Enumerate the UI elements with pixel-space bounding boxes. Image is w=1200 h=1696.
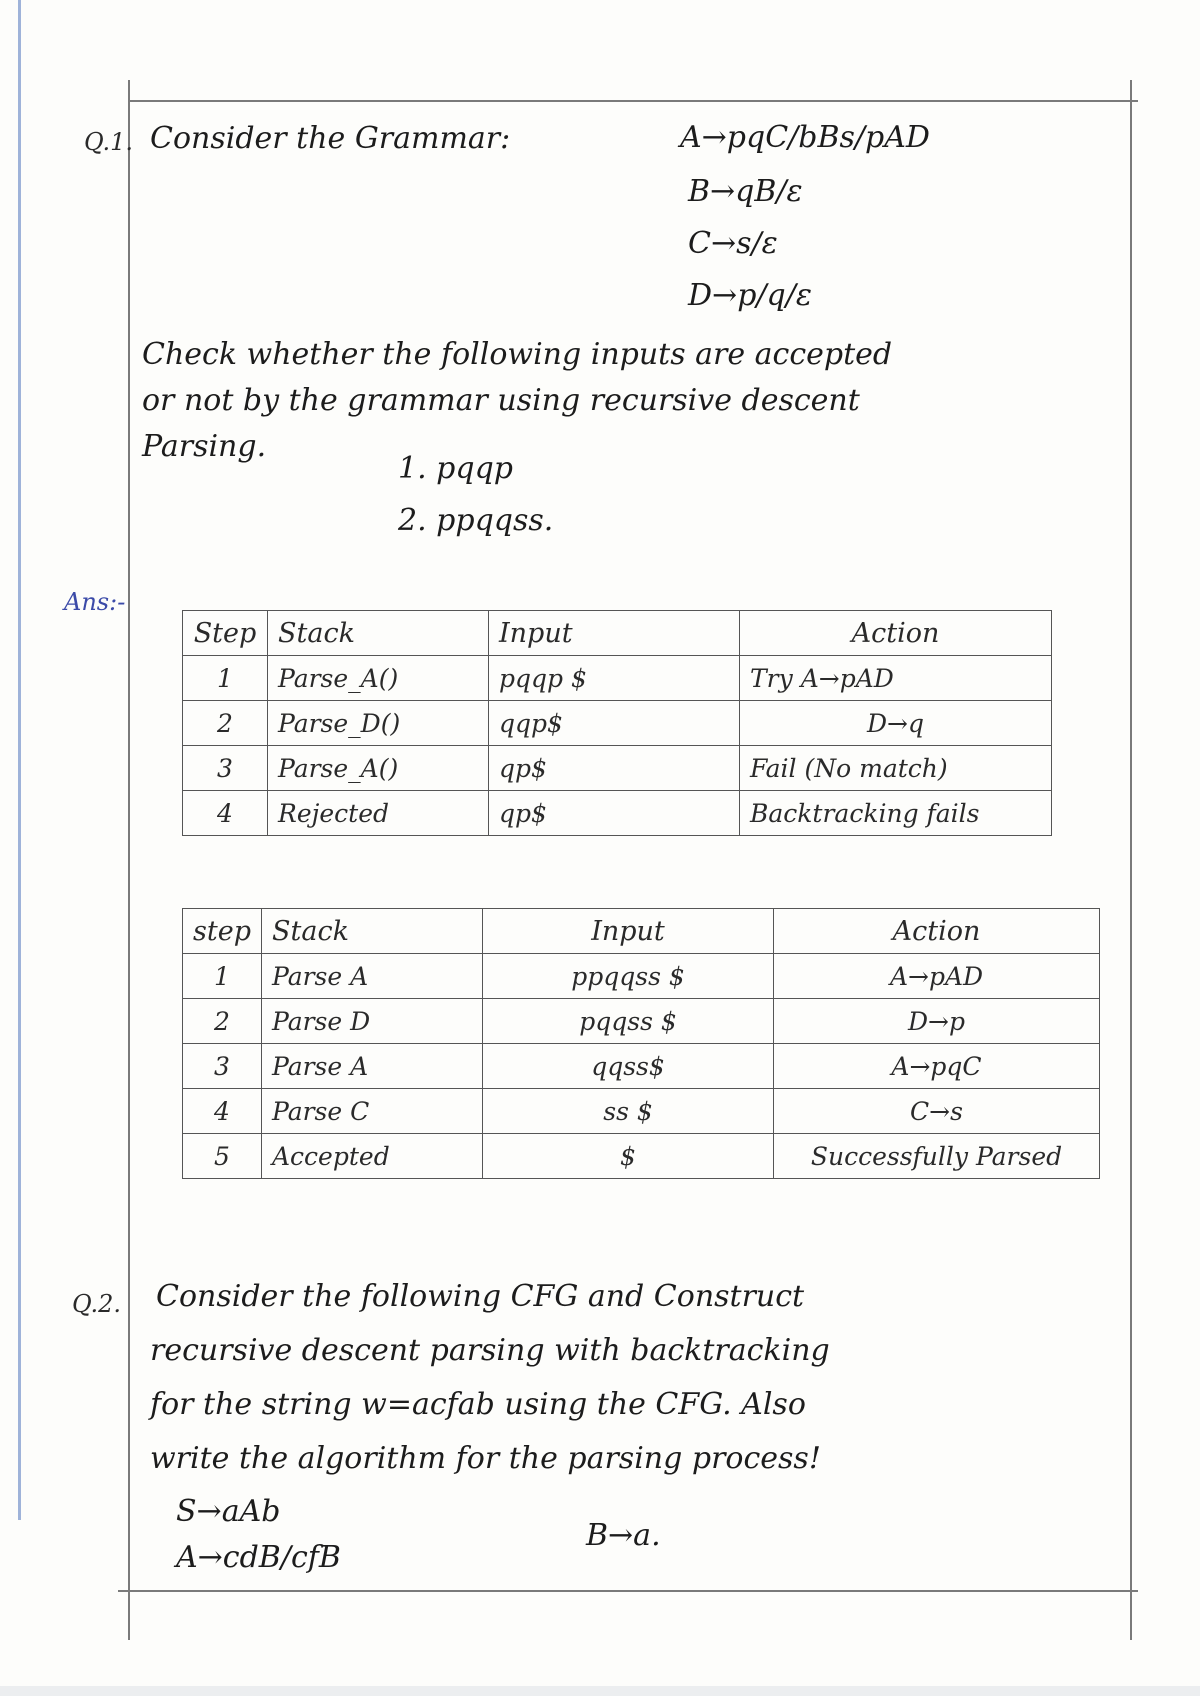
input-cell: qqp$ [489,701,740,746]
grammar-rule-a: A→pqC/bBs/pAD [680,120,930,155]
step-cell: 1 [183,954,262,999]
input-cell: qp$ [489,791,740,836]
q2-line-2: recursive descent parsing with backtracking [150,1333,830,1368]
table-row [183,999,1100,1044]
parse-table-2 [182,908,1100,1179]
table-row [183,791,1052,836]
action-cell: Backtracking fails [740,791,1052,836]
action-cell: A→pAD [774,954,1100,999]
table-row [183,954,1100,999]
column-header: Input [489,611,740,656]
column-header: Stack [262,909,483,954]
q1-question-line-2: or not by the grammar using recursive descent [142,383,860,418]
step-cell: 5 [183,1134,262,1179]
step-cell: 3 [183,746,268,791]
top-rule [128,100,1138,102]
bottom-rule [118,1590,1138,1592]
q1-question-line-3: Parsing. [142,429,267,464]
step-cell: 1 [183,656,268,701]
input-cell: ss $ [483,1089,774,1134]
step-cell: 3 [183,1044,262,1089]
q1-input-1: 1. pqqp [398,451,513,486]
right-margin-rule [1130,80,1132,1640]
step-cell: 2 [183,999,262,1044]
table-row [183,1044,1100,1089]
column-header: Input [483,909,774,954]
stack-cell: Parse A [262,1044,483,1089]
scan-bottom-edge [0,1686,1200,1696]
column-header: Step [183,611,268,656]
action-cell: D→q [740,701,1052,746]
action-cell: Successfully Parsed [774,1134,1100,1179]
action-cell: A→pqC [774,1044,1100,1089]
column-header: Stack [268,611,489,656]
table-row [183,1089,1100,1134]
grammar-rule-b: B→qB/ε [688,174,803,209]
q2-rule-a: A→cdB/cfB [176,1540,341,1575]
action-cell: Try A→pAD [740,656,1052,701]
q2-line-1: Consider the following CFG and Construct [156,1279,805,1314]
left-margin-rule [128,80,130,1640]
table-header-row [183,909,1100,954]
q2-label: Q.2. [72,1290,122,1318]
column-header: Action [740,611,1052,656]
stack-cell: Parse_D() [268,701,489,746]
parse-table-1 [182,610,1052,836]
action-cell: C→s [774,1089,1100,1134]
input-cell: pqqss $ [483,999,774,1044]
stack-cell: Parse A [262,954,483,999]
step-cell: 2 [183,701,268,746]
step-cell: 4 [183,1089,262,1134]
stack-cell: Rejected [268,791,489,836]
q1-label: Q.1. [84,128,134,156]
input-cell: qp$ [489,746,740,791]
table-row [183,1134,1100,1179]
stack-cell: Parse C [262,1089,483,1134]
stack-cell: Parse_A() [268,656,489,701]
stack-cell: Parse_A() [268,746,489,791]
table-row [183,656,1052,701]
input-cell: pqqp $ [489,656,740,701]
stack-cell: Accepted [262,1134,483,1179]
stack-cell: Parse D [262,999,483,1044]
q1-intro: Consider the Grammar: [150,121,511,156]
q2-rule-b: B→a. [586,1518,661,1553]
input-cell: $ [483,1134,774,1179]
table-header-row [183,611,1052,656]
column-header: step [183,909,262,954]
input-cell: ppqqss $ [483,954,774,999]
input-cell: qqss$ [483,1044,774,1089]
table-row [183,746,1052,791]
grammar-rule-c: C→s/ε [688,226,778,261]
step-cell: 4 [183,791,268,836]
action-cell: Fail (No match) [740,746,1052,791]
table-row [183,701,1052,746]
q1-input-2: 2. ppqqss. [398,503,554,538]
q2-line-4: write the algorithm for the parsing process! [150,1441,821,1476]
q2-rule-s: S→aAb [176,1494,281,1529]
q2-line-3: for the string w=acfab using the CFG. Also [150,1387,806,1422]
q1-question-line-1: Check whether the following inputs are accepted [142,337,893,372]
column-header: Action [774,909,1100,954]
answer-label: Ans:- [64,588,126,616]
grammar-rule-d: D→p/q/ε [688,278,812,313]
page-margin-edge [18,0,21,1520]
action-cell: D→p [774,999,1100,1044]
